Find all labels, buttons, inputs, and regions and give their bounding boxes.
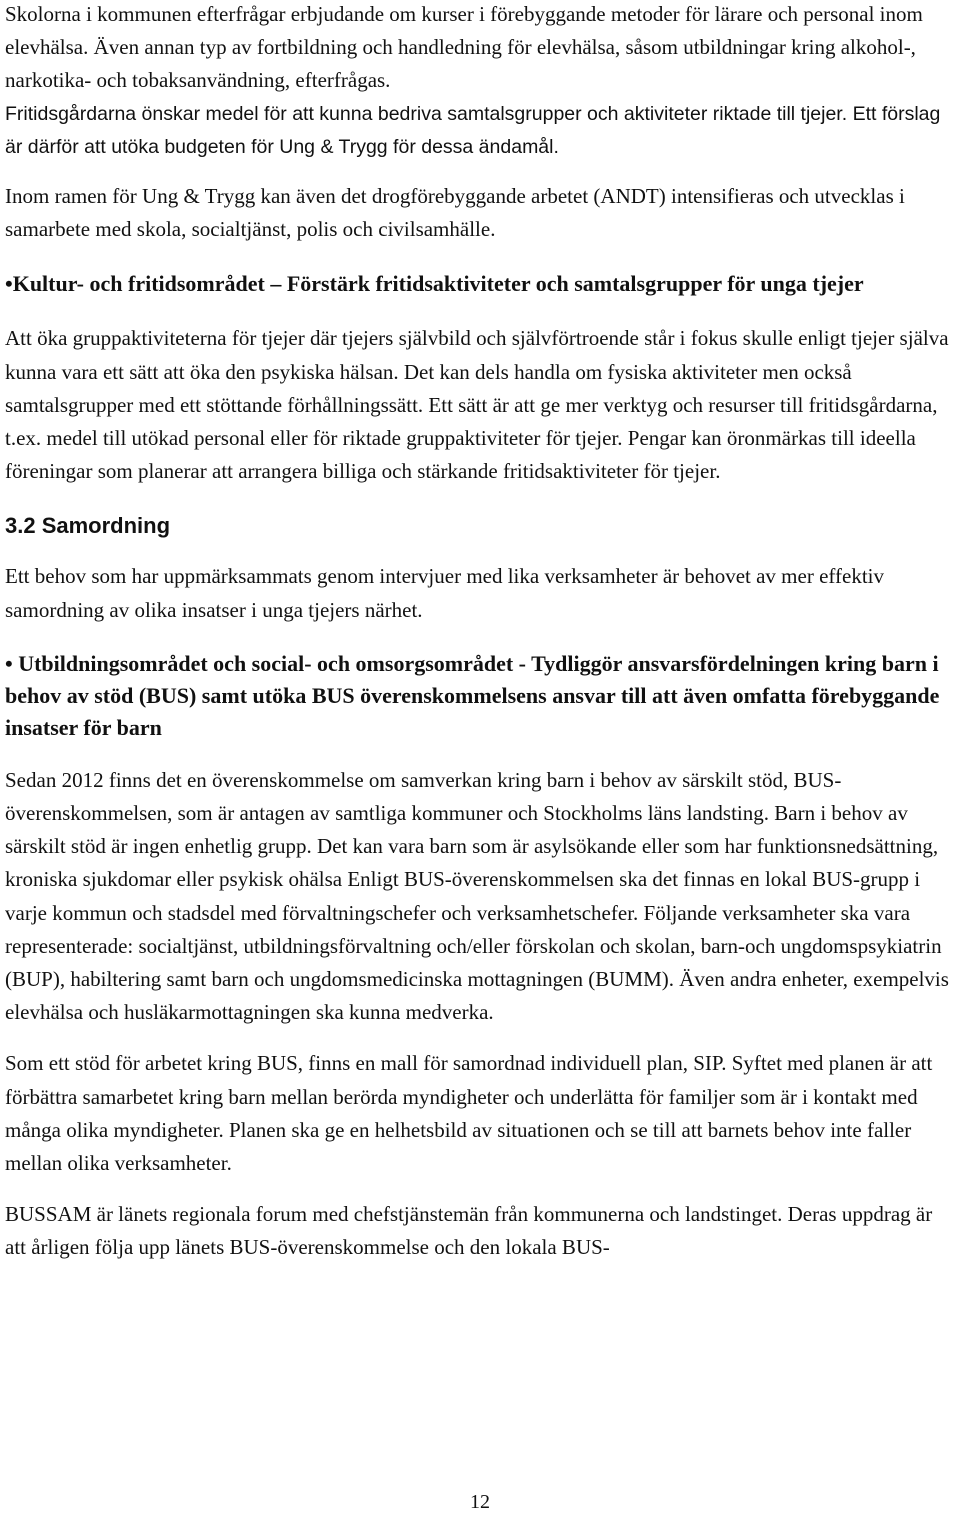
paragraph-bus-overenskommelse: Sedan 2012 finns det en överenskommelse om samverkan kring barn i behov av särskilt stöd, BUS-överenskommelsen, som är antagen av samtliga kommuner och Stockholms läns landsting. Barn i behov av särskilt stöd är ingen enhetlig grupp. Det kan vara barn som är asylsökande eller som har funktionsnedsättning, kroniska sjukdomar eller psykisk ohälsa Enligt BUS-överenskommelsen ska det finnas en lokal BUS-grupp i varje kommun och stadsdel med förvaltningschefer och verksamhetschefer. Följande verksamheter ska vara representerade: socialtjänst, utbildningsförvaltning och/eller förskolan och skolan, barn-och ungdomspsykiatrin (BUP), habiltering samt barn och ungdomsmedicinska mottagningen (BUMM). Även andra enheter, exempelvis elevhälsa och husläkarmottagningen ska kunna medverka. — [5, 767, 949, 1025]
heading-kultur-fritid: •Kultur- och fritidsområdet – Förstärk fritidsaktiviteter och samtalsgrupper för unga tjejer — [5, 271, 864, 297]
paragraph-fritidsgardarna: Fritidsgårdarna önskar medel för att kunna bedriva samtalsgrupper och aktiviteter riktade till tjejer. Ett förslag är därför att utöka budgeten för Ung & Trygg för dessa ändamål. — [5, 102, 941, 158]
page-number: 12 — [470, 1491, 490, 1513]
paragraph-bussam: BUSSAM är länets regionala forum med chefstjänstemän från kommunerna och landstinget. Deras uppdrag är att årligen följa upp länets BUS-överenskommelse och den lokala BUS- — [5, 1202, 933, 1260]
heading-utbildningsomradet: • Utbildningsområdet och social- och omsorgsområdet - Tydliggör ansvarsfördelningen kring barn i behov av stöd (BUS) samt utöka BUS överenskommelsens ansvar till att även omfatta förebyggande insatser för barn — [5, 650, 940, 740]
paragraph-ung-trygg: Inom ramen för Ung & Trygg kan även det drogförebyggande arbetet (ANDT) intensifieras och utvecklas i samarbete med skola, socialtjänst, polis och civilsamhälle. — [5, 184, 905, 242]
document-body — [5, 0, 955, 1265]
paragraph-sip: Som ett stöd för arbetet kring BUS, finns en mall för samordnad individuell plan, SIP. Syftet med planen är att förbättra samarbetet kring barn mellan berörda myndigheter och underlätta för familjer som är i kontakt med många olika myndigheter. Planen ska ge en helhetsbild av situationen och se till att barnets behov inte faller mellan olika verksamheter. — [5, 1051, 933, 1176]
section-heading-samordning: 3.2 Samordning — [5, 513, 171, 539]
paragraph-gruppaktiviteter: Att öka gruppaktiviteterna för tjejer där tjejers självbild och självförtroende står i fokus skulle enligt tjejer själva kunna vara ett sätt att öka den psykiska hälsan. Det kan dels handla om fysiska aktiviteter men också samtalsgrupper med ett stöttande förhållningssätt. Ett sätt är att ge mer verktyg och resurser till fritidsgårdarna, t.ex. medel till utökad personal eller för riktade gruppaktiviteter för tjejer. Pengar kan öronmärkas till ideella föreningar som planerar att arrangera billiga och stärkande fritidsaktiviteter för tjejer. — [5, 326, 949, 484]
paragraph-intro-fortbildning: Skolorna i kommunen efterfrågar erbjudande om kurser i förebyggande metoder för lärare och personal inom elevhälsa. Även annan typ av fortbildning och handledning för elevhälsa, såsom utbildningar kring alkohol-, narkotika- och tobaksanvändning, efterfrågas. — [5, 2, 923, 93]
paragraph-samordning-behov: Ett behov som har uppmärksammats genom intervjuer med lika verksamheter är behovet av mer effektiv samordning av olika insatser i unga tjejers närhet. — [5, 564, 884, 622]
